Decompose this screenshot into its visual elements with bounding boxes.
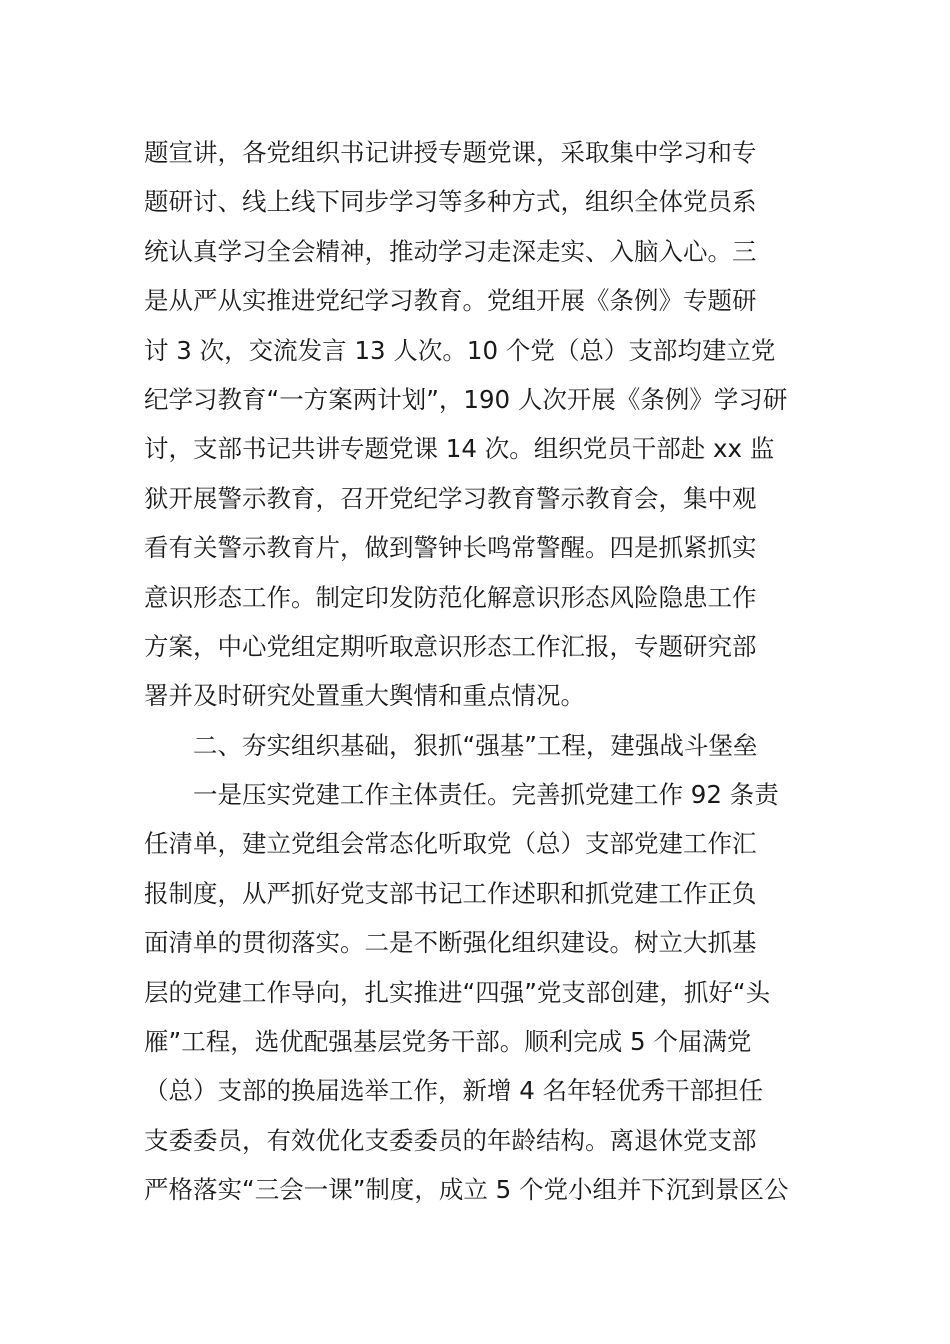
text-line: 题研讨、线上线下同步学习等多种方式，组织全体党员系 (144, 187, 757, 217)
text-line: 任清单，建立党组会常态化听取党（总）支部党建工作汇 (144, 829, 757, 859)
text-line: 层的党建工作导向，扎实推进“四强”党支部创建，抓好“头 (144, 977, 771, 1007)
section-heading: 二、夯实组织基础，狠抓“强基”工程，建强战斗堡垒 (193, 730, 758, 760)
text-line: 严格落实“三会一课”制度，成立 5 个党小组并下沉到景区公 (144, 1175, 789, 1205)
text-line: 意识形态工作。制定印发防范化解意识形态风险隐患工作 (144, 582, 757, 612)
text-line: 题宣讲，各党组织书记讲授专题党课，采取集中学习和专 (144, 138, 757, 167)
text-line: 署并及时研究处置重大舆情和重点情况。 (144, 681, 585, 711)
text-line: 纪学习教育“一方案两计划”，190 人次开展《条例》学习研 (144, 384, 788, 414)
text-line: 雁”工程，选优配强基层党务干部。顺利完成 5 个届满党 (144, 1027, 752, 1057)
text-line: 看有关警示教育片，做到警钟长鸣常警醒。四是抓紧抓实 (144, 533, 757, 563)
text-line: 方案，中心党组定期听取意识形态工作汇报，专题研究部 (144, 631, 757, 661)
text-line: 讨 3 次，交流发言 13 人次。10 个党（总）支部均建立党 (144, 335, 776, 365)
text-line: 统认真学习全会精神，推动学习走深走实、入脑入心。三 (144, 236, 757, 266)
text-line: 是从严从实推进党纪学习教育。党组开展《条例》专题研 (144, 286, 757, 316)
text-line: （总）支部的换届选举工作，新增 4 名年轻优秀干部担任 (144, 1076, 764, 1106)
text-line: 讨，支部书记共讲专题党课 14 次。组织党员干部赴 xx 监 (144, 434, 775, 464)
text-line: 支委委员，有效优化支委委员的年龄结构。离退休党支部 (144, 1125, 757, 1155)
body-text (144, 128, 808, 1215)
text-line: 狱开展警示教育，召开党纪学习教育警示教育会，集中观 (144, 483, 757, 513)
text-line: 一是压实党建工作主体责任。完善抓党建工作 92 条责 (193, 780, 779, 810)
text-line: 报制度，从严抓好党支部书记工作述职和抓党建工作正负 (144, 878, 757, 908)
text-line: 面清单的贯彻落实。二是不断强化组织建设。树立大抓基 (144, 928, 757, 958)
